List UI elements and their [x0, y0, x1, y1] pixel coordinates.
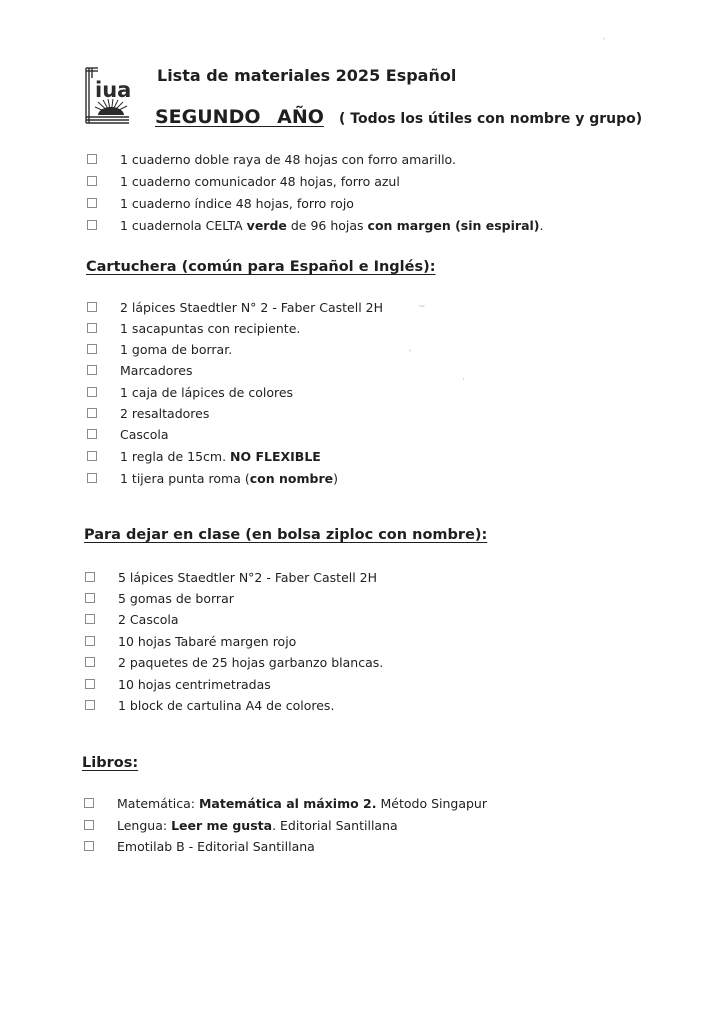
text-part: Método Singapur: [376, 795, 487, 811]
checkbox[interactable]: [84, 798, 94, 808]
checkbox[interactable]: [87, 473, 97, 483]
checkbox[interactable]: [87, 429, 97, 439]
checkbox[interactable]: [84, 841, 94, 851]
list-item: [87, 297, 383, 317]
item-text: 1 goma de borrar.: [120, 341, 233, 357]
school-logo: [84, 66, 131, 126]
text-bold: con margen (sin espiral): [367, 217, 540, 233]
item-text: Marcadores: [120, 362, 193, 378]
scan-speck: `: [408, 350, 413, 360]
text-part: 1 cuadernola CELTA: [120, 217, 247, 233]
list-item: [85, 609, 178, 629]
text-part: . Editorial Santillana: [272, 817, 398, 833]
checkbox[interactable]: [87, 344, 97, 354]
checkbox[interactable]: [87, 154, 97, 164]
text-bold: Leer me gusta: [171, 817, 273, 833]
item-text: [117, 818, 398, 833]
list-item: [87, 215, 544, 235]
item-text: 2 lápices Staedtler N° 2 - Faber Castell 2H: [120, 299, 384, 315]
checkbox[interactable]: [87, 408, 97, 418]
item-text: 1 block de cartulina A4 de colores.: [118, 697, 335, 713]
checkbox[interactable]: [87, 220, 97, 230]
list-item: [84, 815, 398, 835]
checkbox[interactable]: [87, 176, 97, 186]
checkbox[interactable]: [87, 365, 97, 375]
list-item: [84, 836, 315, 856]
header-subtitle: [155, 106, 642, 128]
checkbox[interactable]: [87, 387, 97, 397]
scan-speck: ~: [418, 302, 426, 312]
section-heading-clase: Para dejar en clase (en bolsa ziploc con nombre):: [84, 527, 488, 543]
item-text: 1 cuaderno comunicador 48 hojas, forro azul: [120, 173, 400, 189]
item-text: [120, 449, 321, 464]
item-text: 1 caja de lápices de colores: [120, 384, 294, 400]
item-text: 10 hojas Tabaré margen rojo: [118, 633, 297, 649]
item-text: 2 paquetes de 25 hojas garbanzo blancas.: [118, 654, 384, 670]
checkbox[interactable]: [84, 820, 94, 830]
list-item: [87, 468, 338, 488]
page-title: Lista de materiales 2025 Español: [157, 66, 457, 85]
scan-speck: `: [602, 38, 607, 48]
header-note: ( Todos los útiles con nombre y grupo): [338, 111, 643, 127]
checkbox[interactable]: [87, 451, 97, 461]
item-text: 1 sacapuntas con recipiente.: [120, 320, 301, 336]
text-bold: verde: [246, 217, 287, 233]
list-item: [87, 339, 232, 359]
text-part: de 96 hojas: [286, 217, 368, 233]
item-text: 10 hojas centrimetradas: [118, 676, 271, 692]
checkbox[interactable]: [85, 679, 95, 689]
list-item: [84, 793, 487, 813]
checkbox[interactable]: [87, 323, 97, 333]
section-heading-libros: Libros:: [82, 755, 139, 771]
checkbox[interactable]: [87, 198, 97, 208]
item-text: 2 resaltadores: [120, 405, 210, 421]
grade-heading: SEGUNDO AÑO: [155, 106, 324, 128]
item-text: 5 gomas de borrar: [118, 590, 234, 606]
item-text: Emotilab B - Editorial Santillana: [117, 838, 315, 854]
list-item: [85, 652, 383, 672]
text-bold: NO FLEXIBLE: [230, 448, 321, 464]
checkbox[interactable]: [85, 657, 95, 667]
item-text: 1 cuaderno doble raya de 48 hojas con forro amarillo.: [120, 151, 456, 167]
text-part: .: [539, 217, 544, 233]
checkbox[interactable]: [85, 636, 95, 646]
text-bold: Matemática al máximo 2.: [198, 795, 377, 811]
checkbox[interactable]: [85, 572, 95, 582]
section-heading-cartuchera: Cartuchera (común para Español e Inglés):: [86, 259, 436, 275]
list-item: [85, 631, 296, 651]
list-item: [85, 567, 377, 587]
text-part: 1 tijera punta roma (: [120, 470, 250, 486]
list-item: [87, 318, 300, 338]
item-text: 2 Cascola: [118, 611, 179, 627]
list-item: [87, 424, 169, 444]
item-text: [117, 796, 487, 811]
text-bold: con nombre: [249, 470, 334, 486]
list-item: [85, 695, 334, 715]
text-part: Lengua:: [117, 817, 172, 833]
text-part: ): [333, 470, 338, 486]
item-text: [120, 471, 338, 486]
list-item: [87, 193, 354, 213]
checkbox[interactable]: [85, 700, 95, 710]
item-text: 1 cuaderno índice 48 hojas, forro rojo: [120, 195, 354, 211]
list-item: [87, 403, 209, 423]
checkbox[interactable]: [85, 593, 95, 603]
text-part: 1 regla de 15cm.: [120, 448, 231, 464]
list-item: [87, 171, 400, 191]
scan-speck: ·: [462, 375, 465, 385]
text-part: Matemática:: [117, 795, 199, 811]
logo-text: iua: [95, 78, 131, 102]
item-text: 5 lápices Staedtler N°2 - Faber Castell 2H: [118, 569, 378, 585]
list-item: [85, 588, 234, 608]
checkbox[interactable]: [87, 302, 97, 312]
checkbox[interactable]: [85, 614, 95, 624]
item-text: Cascola: [120, 426, 169, 442]
list-item: [85, 674, 271, 694]
list-item: [87, 382, 293, 402]
item-text: [120, 218, 544, 233]
list-item: [87, 446, 321, 466]
list-item: [87, 360, 193, 380]
list-item: [87, 149, 456, 169]
